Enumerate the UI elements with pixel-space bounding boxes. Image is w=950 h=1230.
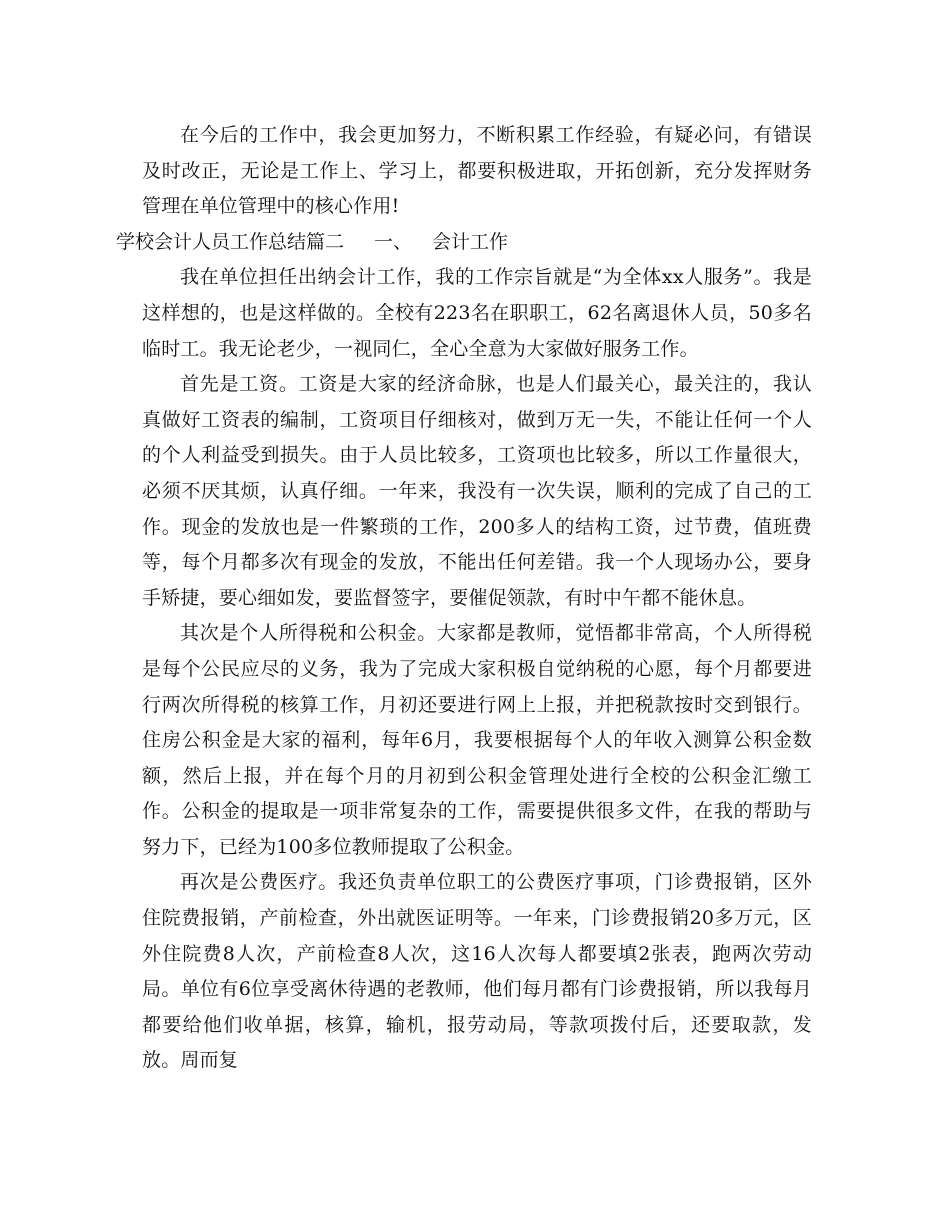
section-subtitle: 会计工作: [432, 230, 509, 253]
body-paragraph-salary: 首先是工资。工资是大家的经济命脉，也是人们最关心，最关注的，我认真做好工资表的编制，工资项目仔细核对，做到万无一失，不能让任何一个人的个人利益受到损失。由于人员比较多，工资项也比较多，所以工作量很大，必须不厌其烦，认真仔细。一年来，我没有一次失误，顺利的完成了自己的工作。现金的发放也是一件繁琐的工作，200多人的结构工资，过节费，值班费等，每个月都多次有现金的发放，不能出任何差错。我一个人现场办公，要身手矫捷，要心细如发，要监督签字，要催促领款，有时中午都不能休息。: [142, 373, 812, 609]
section-heading: [116, 225, 812, 261]
intro-paragraph: 在今后的工作中，我会更加努力，不断积累工作经验，有疑必问，有错误及时改正，无论是工作上、学习上，都要积极进取，开拓创新，充分发挥财务管理在单位管理中的核心作用!: [142, 124, 812, 218]
body-paragraph-service: 我在单位担任出纳会计工作，我的工作宗旨就是“为全体xx人服务”。我是这样想的，也是这样做的。全校有223名在职职工，62名离退休人员，50多名临时工。我无论老少，一视同仁，全心全意为大家做好服务工作。: [142, 266, 812, 360]
document-page: [116, 118, 812, 1079]
body-paragraph-tax-fund: 其次是个人所得税和公积金。大家都是教师，觉悟都非常高，个人所得税是每个公民应尽的义务，我为了完成大家积极自觉纳税的心愿，每个月都要进行两次所得税的核算工作，月初还要进行网上上报，并把税款按时交到银行。住房公积金是大家的福利，每年6月，我要根据每个人的年收入测算公积金数额，然后上报，并在每个月的月初到公积金管理处进行全校的公积金汇缴工作。公积金的提取是一项非常复杂的工作，需要提供很多文件，在我的帮助与努力下，已经为100多位教师提取了公积金。: [142, 622, 812, 858]
section-title: 学校会计人员工作总结篇二: [116, 230, 345, 253]
body-paragraph-medical: 再次是公费医疗。我还负责单位职工的公费医疗事项，门诊费报销，区外住院费报销，产前检查，外出就医证明等。一年来，门诊费报销20多万元，区外住院费8人次，产前检查8人次，这16人次每人都要填2张表，跑两次劳动局。单位有6位享受离休待遇的老教师，他们每月都有门诊费报销，所以我每月都要给他们收单据，核算，输机，报劳动局，等款项拨付后，还要取款，发放。周而复: [142, 871, 812, 1072]
section-number: 一、: [374, 230, 413, 253]
